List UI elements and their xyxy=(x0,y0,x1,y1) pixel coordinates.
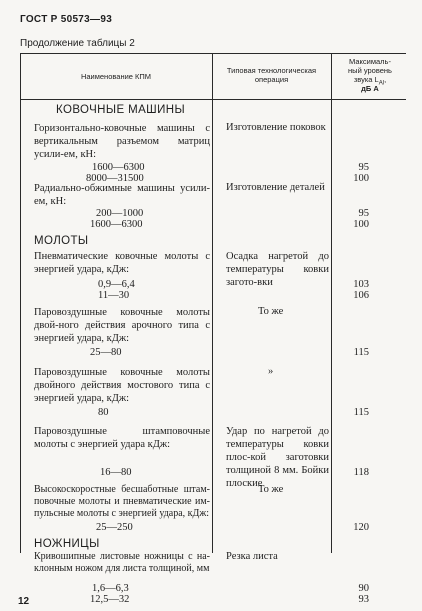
row-op-sheet-cutting: Резка листа xyxy=(226,551,278,562)
row-op-parts: Изготовление деталей xyxy=(226,182,325,193)
table-left-border xyxy=(20,53,21,553)
column-divider-1 xyxy=(212,53,213,553)
row-value: 106 xyxy=(353,290,369,301)
column-header-unit: дБ А xyxy=(361,84,379,93)
row-sub-range: 200—1000 xyxy=(96,208,144,219)
section-forging-machines: КОВОЧНЫЕ МАШИНЫ xyxy=(56,104,186,116)
row-op-same: То же xyxy=(258,306,284,317)
row-sub-range: 1600—6300 xyxy=(92,162,145,173)
row-value: 90 xyxy=(358,583,369,594)
row-sub-range: 8000—31500 xyxy=(86,173,144,184)
row-sub-range: 1600—6300 xyxy=(90,219,143,230)
row-op-upsetting: Осадка нагретой до температуры ковки загото-вки xyxy=(226,251,329,288)
column-header-level-text: Максималь- ный уровень звука L xyxy=(348,57,392,84)
row-value: 93 xyxy=(358,594,369,605)
row-name-high-speed-hammers: Высокоскоростные бесшаботные штам-повочные молоты и пневматические им-пульсные молоты с энергией удара, кДж: xyxy=(34,484,210,519)
column-header-level: Максималь- ный уровень звука $L_{Al}$, xyxy=(348,57,392,87)
row-sub-range: 80 xyxy=(98,407,109,418)
row-value: 100 xyxy=(353,173,369,184)
table-caption: Продолжение таблицы 2 xyxy=(20,38,135,49)
row-op-ditto-mark: » xyxy=(268,366,274,377)
column-header-level-subscript: Al xyxy=(378,80,385,87)
column-header-name: Наименование КПМ xyxy=(80,72,152,81)
row-name-guillotine-shears: Кривошипные листовые ножницы с на-клонным ножом для листа толщиной, мм xyxy=(34,551,210,574)
row-value: 115 xyxy=(353,347,369,358)
row-sub-range: 25—250 xyxy=(96,522,133,533)
row-name-radial-crimping: Радиально-обжимные машины усили-ем, кН: xyxy=(34,183,210,207)
row-name-horizontal-forging: Горизонтально-ковочные машины с вертикальным разъемом матриц усили-ем, кН: xyxy=(34,123,210,160)
section-shears: НОЖНИЦЫ xyxy=(34,538,100,550)
table-header-bottom-border xyxy=(20,99,406,100)
row-sub-range: 12,5—32 xyxy=(90,594,130,605)
section-hammers: МОЛОТЫ xyxy=(34,235,89,247)
row-value: 95 xyxy=(358,162,369,173)
table-top-border xyxy=(20,53,406,54)
row-value: 100 xyxy=(353,219,369,230)
row-value: 103 xyxy=(353,279,369,290)
row-value: 118 xyxy=(353,467,369,478)
row-sub-range: 0,9—6,4 xyxy=(98,279,135,290)
row-value: 115 xyxy=(353,407,369,418)
standard-header: ГОСТ Р 50573—93 xyxy=(20,14,113,25)
column-header-operation: Типовая технологическая операция xyxy=(226,66,317,84)
row-sub-range: 1,6—6,3 xyxy=(92,583,129,594)
row-op-same: То же xyxy=(258,484,284,495)
row-value: 95 xyxy=(358,208,369,219)
row-op-forgings: Изготовление поковок xyxy=(226,122,326,133)
column-divider-2 xyxy=(331,53,332,553)
row-name-pneumatic-hammers: Пневматические ковочные молоты с энергией удара, кДж: xyxy=(34,251,210,275)
row-value: 120 xyxy=(353,522,369,533)
row-name-steam-stamping-hammers: Паровоздушные штамповочные молоты с энергией удара кДж: xyxy=(34,426,210,450)
row-op-flat-blank-impact: Удар по нагретой до температуры ковки плос-кой заготовки толщиной 8 мм. Бойки плоские xyxy=(226,426,329,489)
row-name-bridge-steam-hammers: Паровоздушные ковочные молоты двойного действия мостового типа с энергией удара, кДж: xyxy=(34,367,210,404)
page-number: 12 xyxy=(18,596,30,607)
row-sub-range: 25—80 xyxy=(90,347,122,358)
row-sub-range: 16—80 xyxy=(100,467,132,478)
row-sub-range: 11—30 xyxy=(98,290,130,301)
row-name-arch-steam-hammers: Паровоздушные ковочные молоты двой-ного действия арочного типа с энергией удара, кДж: xyxy=(34,307,210,344)
